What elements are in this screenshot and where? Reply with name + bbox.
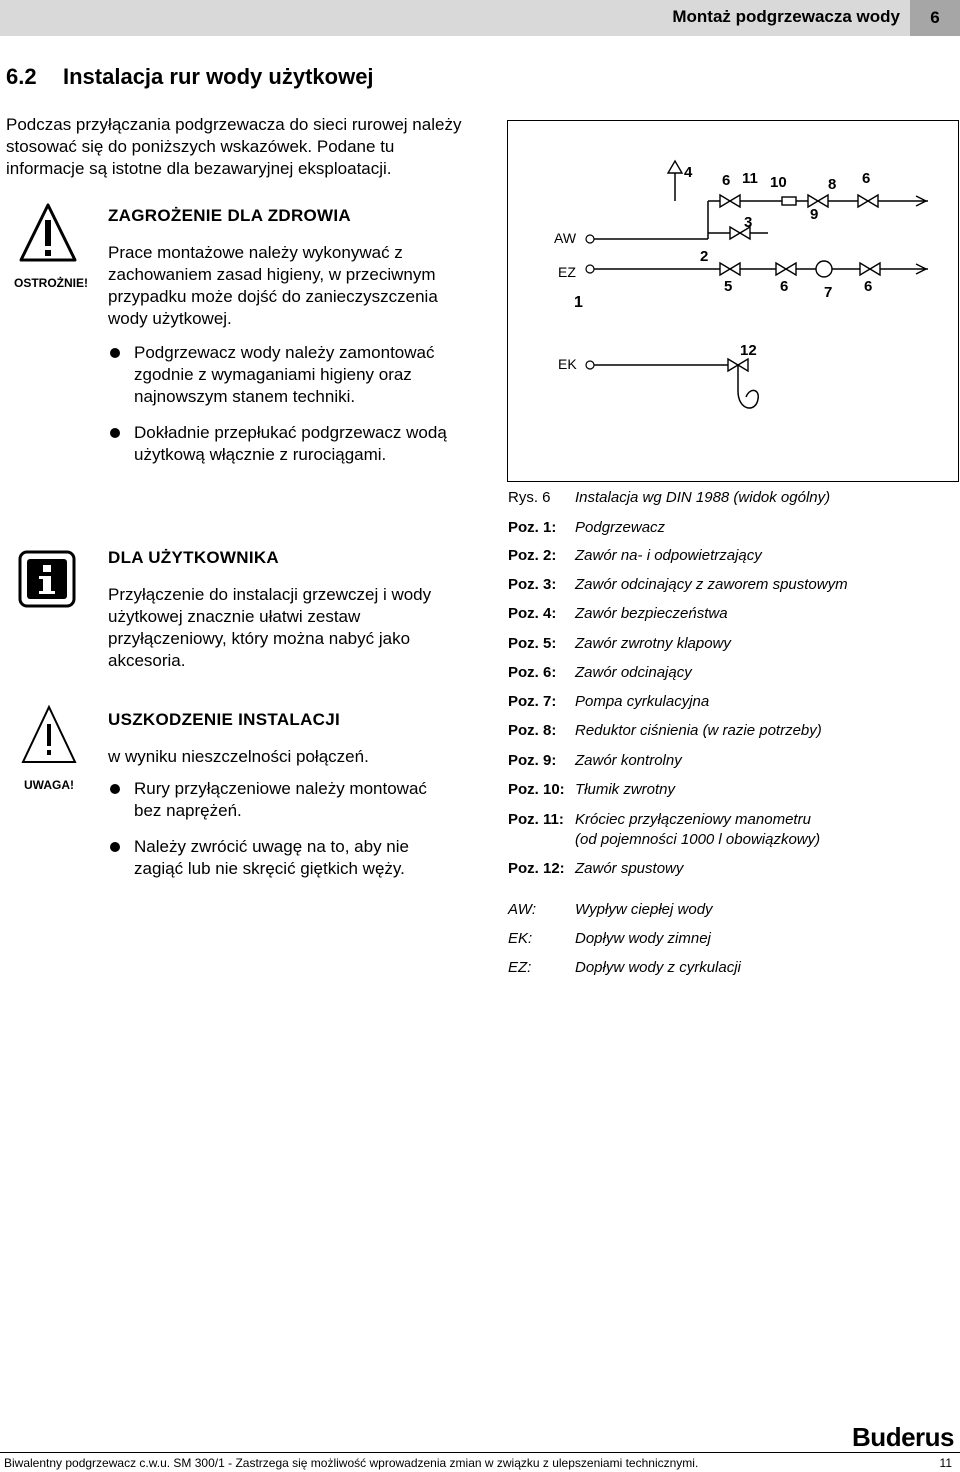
list-item: Rury przyłączeniowe należy montować bez naprężeń.: [108, 778, 458, 822]
label-4: 4: [684, 164, 693, 181]
figure-text: Instalacja wg DIN 1988 (widok ogólny): [575, 489, 831, 506]
section-title: [6, 64, 374, 90]
legend-value: (od pojemności 1000 l obowiązkowy): [575, 831, 821, 848]
caution-text: Prace montażowe należy wykonywać z zachowaniem zasad higieny, w przeciwnym przypadku może dojść do zanieczyszczenia wody użytkowej.: [108, 243, 438, 328]
label-5: 5: [724, 278, 733, 295]
label-3: 3: [744, 214, 753, 231]
buderus-logo: Buderus: [852, 1422, 954, 1452]
caution-heading: ZAGROŻENIE DLA ZDROWIA: [108, 206, 352, 225]
legend-value: Zawór bezpieczeństwa: [575, 605, 728, 622]
page-number: 11: [939, 1456, 952, 1470]
section-heading: Instalacja rur wody użytkowej: [63, 64, 374, 89]
header-title: Montaż podgrzewacza wody: [672, 7, 900, 26]
user-note-heading: DLA UŻYTKOWNIKA: [108, 548, 280, 567]
footer-text: Biwalentny podgrzewacz c.w.u. SM 300/1 - Zastrzega się możliwość wprowadzenia zmian w związku z ulepszeniami technicznymi.: [4, 1456, 699, 1470]
section-number: 6.2: [6, 64, 37, 89]
label-ez: EZ: [558, 264, 576, 280]
legend-key: Poz. 12:: [508, 860, 565, 877]
label-ek: EK: [558, 356, 577, 372]
abbr-key: EK:: [508, 930, 533, 947]
list-item: Należy zwrócić uwagę na to, aby nie zagiąć lub nie skręcić giętkich węży.: [108, 836, 458, 880]
legend-value: Pompa cyrkulacyjna: [575, 693, 710, 710]
list-item: Dokładnie przepłukać podgrzewacz wodą użytkową włącznie z rurociągami.: [108, 422, 458, 466]
label-6b: 6: [862, 170, 871, 187]
caution-bullets: [108, 342, 458, 480]
legend-value: Króciec przyłączeniowy manometru: [575, 811, 811, 828]
legend-value: Zawór spustowy: [575, 860, 684, 877]
legend-key: Poz. 5:: [508, 635, 557, 652]
user-note-text: Przyłączenie do instalacji grzewczej i wody użytkowej znacznie ułatwi zestaw przyłączeniowy, który można nabyć jako akcesoria.: [108, 585, 432, 670]
legend-value: Zawór zwrotny klapowy: [575, 635, 731, 652]
footer-divider: [0, 1452, 960, 1453]
legend-key: Poz. 7:: [508, 693, 557, 710]
caution-icon: [18, 202, 78, 264]
abbr-value: Dopływ wody zimnej: [575, 930, 711, 947]
legend-key: Poz. 4:: [508, 605, 557, 622]
legend-key: Poz. 1:: [508, 519, 557, 536]
warning-bullets: [108, 778, 458, 894]
info-icon: [18, 550, 76, 608]
legend-value: Zawór na- i odpowietrzający: [575, 547, 762, 564]
legend-value: Podgrzewacz: [575, 519, 666, 536]
label-11: 11: [742, 170, 758, 187]
warning-heading: USZKODZENIE INSTALACJI: [108, 710, 341, 729]
label-7: 7: [824, 284, 833, 301]
legend-value: Tłumik zwrotny: [575, 781, 676, 798]
legend-key: Poz. 2:: [508, 547, 557, 564]
label-6a: 6: [722, 172, 731, 189]
caution-label: OSTROŻNIE!: [14, 276, 88, 290]
list-item: Podgrzewacz wody należy zamontować zgodnie z wymaganiami higieny oraz najnowszym stanem techniki.: [108, 342, 458, 408]
legend-key: Poz. 6:: [508, 664, 557, 681]
label-8: 8: [828, 176, 837, 193]
legend-value: Zawór kontrolny: [575, 752, 682, 769]
label-6d: 6: [864, 278, 873, 295]
legend-key: Poz. 8:: [508, 722, 557, 739]
abbr-value: Dopływ wody z cyrkulacji: [575, 959, 741, 976]
legend-key: Poz. 10:: [508, 781, 565, 798]
legend-key: Poz. 11:: [508, 811, 564, 828]
legend-key: Poz. 3:: [508, 576, 557, 593]
installation-diagram: [507, 120, 959, 482]
label-1: 1: [574, 294, 583, 311]
chapter-number: 6: [910, 0, 960, 36]
abbr-key: EZ:: [508, 959, 532, 976]
warning-label: UWAGA!: [24, 778, 74, 792]
label-6c: 6: [780, 278, 789, 295]
figure-key: Rys. 6: [508, 489, 551, 506]
label-2: 2: [700, 248, 709, 265]
intro-paragraph: Podczas przyłączania podgrzewacza do sieci rurowej należy stosować się do poniższych wskazówek. Podane tu informacje są istotne dla bezawaryjnej eksploatacji.: [6, 115, 462, 178]
warning-icon: [20, 704, 78, 766]
label-aw: AW: [554, 230, 577, 246]
abbr-key: AW:: [508, 901, 537, 918]
label-9: 9: [810, 206, 819, 223]
legend-value: Zawór odcinający: [575, 664, 692, 681]
legend-key: Poz. 9:: [508, 752, 557, 769]
legend-value: Zawór odcinający z zaworem spustowym: [575, 576, 848, 593]
label-12: 12: [740, 342, 757, 359]
legend-value: Reduktor ciśnienia (w razie potrzeby): [575, 722, 822, 739]
warning-text: w wyniku nieszczelności połączeń.: [108, 747, 369, 766]
abbr-value: Wypływ ciepłej wody: [575, 901, 713, 918]
label-10: 10: [770, 174, 787, 191]
